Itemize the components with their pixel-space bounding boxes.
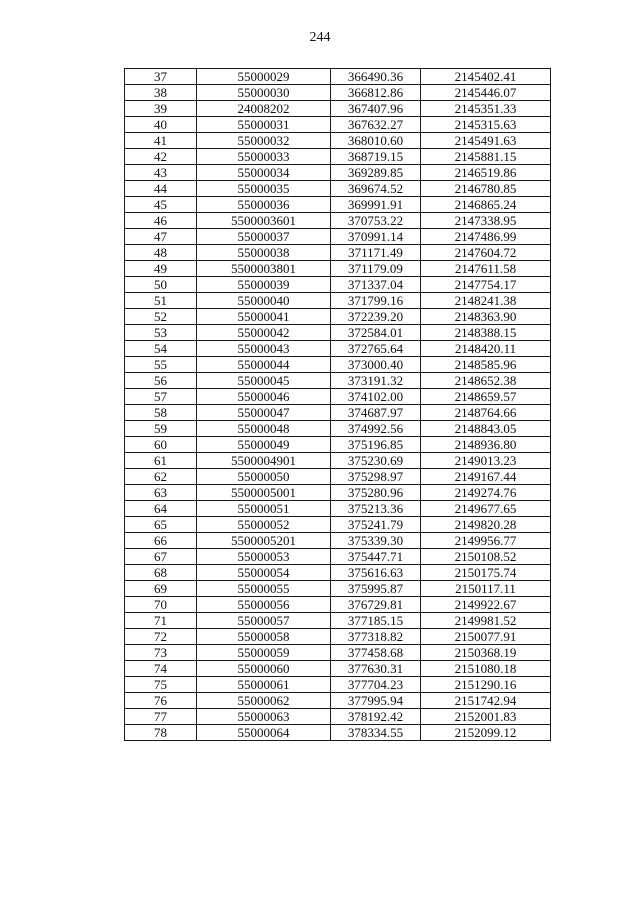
y-coordinate-cell: 2145881.15 <box>421 149 551 165</box>
table-row <box>125 725 551 741</box>
x-coordinate-cell: 375298.97 <box>331 469 421 485</box>
y-coordinate-cell: 2149013.23 <box>421 453 551 469</box>
x-coordinate-cell: 371179.09 <box>331 261 421 277</box>
point-id-cell: 55000045 <box>197 373 331 389</box>
point-number-cell: 59 <box>125 421 197 437</box>
y-coordinate-cell: 2148241.38 <box>421 293 551 309</box>
page-number: 244 <box>309 30 331 45</box>
y-coordinate-cell: 2150108.52 <box>421 549 551 565</box>
x-coordinate-cell: 375339.30 <box>331 533 421 549</box>
point-number-cell: 66 <box>125 533 197 549</box>
table-row <box>125 421 551 437</box>
y-coordinate-cell: 2148420.11 <box>421 341 551 357</box>
x-coordinate-cell: 377630.31 <box>331 661 421 677</box>
point-id-cell: 55000048 <box>197 421 331 437</box>
x-coordinate-cell: 375616.63 <box>331 565 421 581</box>
point-number-cell: 46 <box>125 213 197 229</box>
point-number-cell: 78 <box>125 725 197 741</box>
x-coordinate-cell: 372239.20 <box>331 309 421 325</box>
point-number-cell: 53 <box>125 325 197 341</box>
x-coordinate-cell: 369674.52 <box>331 181 421 197</box>
point-id-cell: 55000059 <box>197 645 331 661</box>
x-coordinate-cell: 370991.14 <box>331 229 421 245</box>
point-number-cell: 50 <box>125 277 197 293</box>
table-row <box>125 69 551 85</box>
y-coordinate-cell: 2147338.95 <box>421 213 551 229</box>
x-coordinate-cell: 372584.01 <box>331 325 421 341</box>
point-id-cell: 55000030 <box>197 85 331 101</box>
point-id-cell: 55000037 <box>197 229 331 245</box>
point-number-cell: 48 <box>125 245 197 261</box>
point-number-cell: 52 <box>125 309 197 325</box>
y-coordinate-cell: 2150175.74 <box>421 565 551 581</box>
table-row <box>125 325 551 341</box>
y-coordinate-cell: 2148388.15 <box>421 325 551 341</box>
point-number-cell: 56 <box>125 373 197 389</box>
y-coordinate-cell: 2148659.57 <box>421 389 551 405</box>
point-id-cell: 55000047 <box>197 405 331 421</box>
table-row <box>125 389 551 405</box>
point-id-cell: 55000044 <box>197 357 331 373</box>
x-coordinate-cell: 375447.71 <box>331 549 421 565</box>
point-id-cell: 55000031 <box>197 117 331 133</box>
point-id-cell: 5500003601 <box>197 213 331 229</box>
point-number-cell: 62 <box>125 469 197 485</box>
table-row <box>125 629 551 645</box>
point-number-cell: 38 <box>125 85 197 101</box>
point-id-cell: 55000049 <box>197 437 331 453</box>
point-id-cell: 55000061 <box>197 677 331 693</box>
table-row <box>125 197 551 213</box>
point-id-cell: 55000043 <box>197 341 331 357</box>
point-number-cell: 69 <box>125 581 197 597</box>
point-number-cell: 55 <box>125 357 197 373</box>
x-coordinate-cell: 375230.69 <box>331 453 421 469</box>
y-coordinate-cell: 2150077.91 <box>421 629 551 645</box>
point-id-cell: 5500005001 <box>197 485 331 501</box>
point-id-cell: 24008202 <box>197 101 331 117</box>
y-coordinate-cell: 2149820.28 <box>421 517 551 533</box>
x-coordinate-cell: 370753.22 <box>331 213 421 229</box>
y-coordinate-cell: 2145491.63 <box>421 133 551 149</box>
y-coordinate-cell: 2145315.63 <box>421 117 551 133</box>
table-row <box>125 597 551 613</box>
point-id-cell: 55000062 <box>197 693 331 709</box>
table-row <box>125 277 551 293</box>
y-coordinate-cell: 2148764.66 <box>421 405 551 421</box>
y-coordinate-cell: 2149981.52 <box>421 613 551 629</box>
point-number-cell: 49 <box>125 261 197 277</box>
point-number-cell: 44 <box>125 181 197 197</box>
x-coordinate-cell: 376729.81 <box>331 597 421 613</box>
table-row <box>125 149 551 165</box>
x-coordinate-cell: 378334.55 <box>331 725 421 741</box>
point-number-cell: 63 <box>125 485 197 501</box>
table-row <box>125 229 551 245</box>
point-number-cell: 45 <box>125 197 197 213</box>
table-row <box>125 437 551 453</box>
y-coordinate-cell: 2148585.96 <box>421 357 551 373</box>
point-id-cell: 55000051 <box>197 501 331 517</box>
table-row <box>125 357 551 373</box>
y-coordinate-cell: 2148936.80 <box>421 437 551 453</box>
point-id-cell: 55000032 <box>197 133 331 149</box>
x-coordinate-cell: 377318.82 <box>331 629 421 645</box>
point-number-cell: 68 <box>125 565 197 581</box>
point-number-cell: 71 <box>125 613 197 629</box>
table-row <box>125 181 551 197</box>
table-row <box>125 613 551 629</box>
point-number-cell: 67 <box>125 549 197 565</box>
point-id-cell: 55000039 <box>197 277 331 293</box>
x-coordinate-cell: 375995.87 <box>331 581 421 597</box>
table-row <box>125 101 551 117</box>
x-coordinate-cell: 366490.36 <box>331 69 421 85</box>
table-row <box>125 117 551 133</box>
x-coordinate-cell: 372765.64 <box>331 341 421 357</box>
y-coordinate-cell: 2151290.16 <box>421 677 551 693</box>
x-coordinate-cell: 366812.86 <box>331 85 421 101</box>
x-coordinate-cell: 377704.23 <box>331 677 421 693</box>
point-number-cell: 75 <box>125 677 197 693</box>
point-id-cell: 55000046 <box>197 389 331 405</box>
y-coordinate-cell: 2149922.67 <box>421 597 551 613</box>
point-number-cell: 72 <box>125 629 197 645</box>
table-row <box>125 565 551 581</box>
point-id-cell: 55000053 <box>197 549 331 565</box>
table-row <box>125 693 551 709</box>
x-coordinate-cell: 369991.91 <box>331 197 421 213</box>
y-coordinate-cell: 2146865.24 <box>421 197 551 213</box>
x-coordinate-cell: 375213.36 <box>331 501 421 517</box>
point-id-cell: 55000038 <box>197 245 331 261</box>
table-row <box>125 581 551 597</box>
x-coordinate-cell: 377995.94 <box>331 693 421 709</box>
point-id-cell: 5500003801 <box>197 261 331 277</box>
point-number-cell: 74 <box>125 661 197 677</box>
table-row <box>125 245 551 261</box>
y-coordinate-cell: 2147611.58 <box>421 261 551 277</box>
x-coordinate-cell: 371799.16 <box>331 293 421 309</box>
x-coordinate-cell: 377458.68 <box>331 645 421 661</box>
point-id-cell: 55000056 <box>197 597 331 613</box>
point-number-cell: 51 <box>125 293 197 309</box>
point-id-cell: 55000058 <box>197 629 331 645</box>
point-id-cell: 55000042 <box>197 325 331 341</box>
point-id-cell: 55000064 <box>197 725 331 741</box>
x-coordinate-cell: 367632.27 <box>331 117 421 133</box>
table-row <box>125 709 551 725</box>
point-id-cell: 55000060 <box>197 661 331 677</box>
table-row <box>125 213 551 229</box>
y-coordinate-cell: 2149677.65 <box>421 501 551 517</box>
x-coordinate-cell: 374687.97 <box>331 405 421 421</box>
y-coordinate-cell: 2145446.07 <box>421 85 551 101</box>
y-coordinate-cell: 2151080.18 <box>421 661 551 677</box>
y-coordinate-cell: 2145402.41 <box>421 69 551 85</box>
point-number-cell: 60 <box>125 437 197 453</box>
table-row <box>125 501 551 517</box>
point-number-cell: 58 <box>125 405 197 421</box>
point-number-cell: 41 <box>125 133 197 149</box>
x-coordinate-cell: 367407.96 <box>331 101 421 117</box>
point-id-cell: 55000035 <box>197 181 331 197</box>
point-number-cell: 65 <box>125 517 197 533</box>
x-coordinate-cell: 375280.96 <box>331 485 421 501</box>
table-row <box>125 85 551 101</box>
y-coordinate-cell: 2149167.44 <box>421 469 551 485</box>
point-number-cell: 57 <box>125 389 197 405</box>
point-number-cell: 39 <box>125 101 197 117</box>
table-row <box>125 645 551 661</box>
y-coordinate-cell: 2147754.17 <box>421 277 551 293</box>
point-number-cell: 70 <box>125 597 197 613</box>
point-id-cell: 55000036 <box>197 197 331 213</box>
point-id-cell: 5500005201 <box>197 533 331 549</box>
y-coordinate-cell: 2150368.19 <box>421 645 551 661</box>
point-id-cell: 55000050 <box>197 469 331 485</box>
point-id-cell: 55000052 <box>197 517 331 533</box>
table-row <box>125 293 551 309</box>
table-body <box>125 69 551 741</box>
table-row <box>125 677 551 693</box>
point-id-cell: 55000033 <box>197 149 331 165</box>
y-coordinate-cell: 2147486.99 <box>421 229 551 245</box>
point-number-cell: 47 <box>125 229 197 245</box>
table-row <box>125 517 551 533</box>
x-coordinate-cell: 375196.85 <box>331 437 421 453</box>
point-id-cell: 55000029 <box>197 69 331 85</box>
table-row <box>125 549 551 565</box>
y-coordinate-cell: 2149274.76 <box>421 485 551 501</box>
point-number-cell: 73 <box>125 645 197 661</box>
point-number-cell: 37 <box>125 69 197 85</box>
table-row <box>125 261 551 277</box>
y-coordinate-cell: 2146519.86 <box>421 165 551 181</box>
x-coordinate-cell: 374102.00 <box>331 389 421 405</box>
table-row <box>125 165 551 181</box>
point-number-cell: 77 <box>125 709 197 725</box>
y-coordinate-cell: 2148843.05 <box>421 421 551 437</box>
point-id-cell: 5500004901 <box>197 453 331 469</box>
point-id-cell: 55000041 <box>197 309 331 325</box>
point-id-cell: 55000063 <box>197 709 331 725</box>
point-number-cell: 76 <box>125 693 197 709</box>
point-number-cell: 40 <box>125 117 197 133</box>
x-coordinate-cell: 374992.56 <box>331 421 421 437</box>
x-coordinate-cell: 373000.40 <box>331 357 421 373</box>
table-row <box>125 453 551 469</box>
point-id-cell: 55000054 <box>197 565 331 581</box>
y-coordinate-cell: 2145351.33 <box>421 101 551 117</box>
table-row <box>125 661 551 677</box>
y-coordinate-cell: 2151742.94 <box>421 693 551 709</box>
x-coordinate-cell: 375241.79 <box>331 517 421 533</box>
point-id-cell: 55000055 <box>197 581 331 597</box>
y-coordinate-cell: 2146780.85 <box>421 181 551 197</box>
table-row <box>125 469 551 485</box>
table-row <box>125 309 551 325</box>
point-id-cell: 55000057 <box>197 613 331 629</box>
x-coordinate-cell: 377185.15 <box>331 613 421 629</box>
point-id-cell: 55000034 <box>197 165 331 181</box>
point-id-cell: 55000040 <box>197 293 331 309</box>
coordinates-table <box>124 68 551 741</box>
table-row <box>125 485 551 501</box>
x-coordinate-cell: 368719.15 <box>331 149 421 165</box>
table-row <box>125 373 551 389</box>
x-coordinate-cell: 373191.32 <box>331 373 421 389</box>
table-row <box>125 341 551 357</box>
x-coordinate-cell: 378192.42 <box>331 709 421 725</box>
point-number-cell: 54 <box>125 341 197 357</box>
x-coordinate-cell: 369289.85 <box>331 165 421 181</box>
table-row <box>125 405 551 421</box>
y-coordinate-cell: 2149956.77 <box>421 533 551 549</box>
y-coordinate-cell: 2147604.72 <box>421 245 551 261</box>
y-coordinate-cell: 2148363.90 <box>421 309 551 325</box>
y-coordinate-cell: 2152001.83 <box>421 709 551 725</box>
table-row <box>125 533 551 549</box>
y-coordinate-cell: 2148652.38 <box>421 373 551 389</box>
point-number-cell: 61 <box>125 453 197 469</box>
point-number-cell: 42 <box>125 149 197 165</box>
point-number-cell: 43 <box>125 165 197 181</box>
y-coordinate-cell: 2150117.11 <box>421 581 551 597</box>
x-coordinate-cell: 371171.49 <box>331 245 421 261</box>
x-coordinate-cell: 368010.60 <box>331 133 421 149</box>
x-coordinate-cell: 371337.04 <box>331 277 421 293</box>
point-number-cell: 64 <box>125 501 197 517</box>
table-row <box>125 133 551 149</box>
y-coordinate-cell: 2152099.12 <box>421 725 551 741</box>
